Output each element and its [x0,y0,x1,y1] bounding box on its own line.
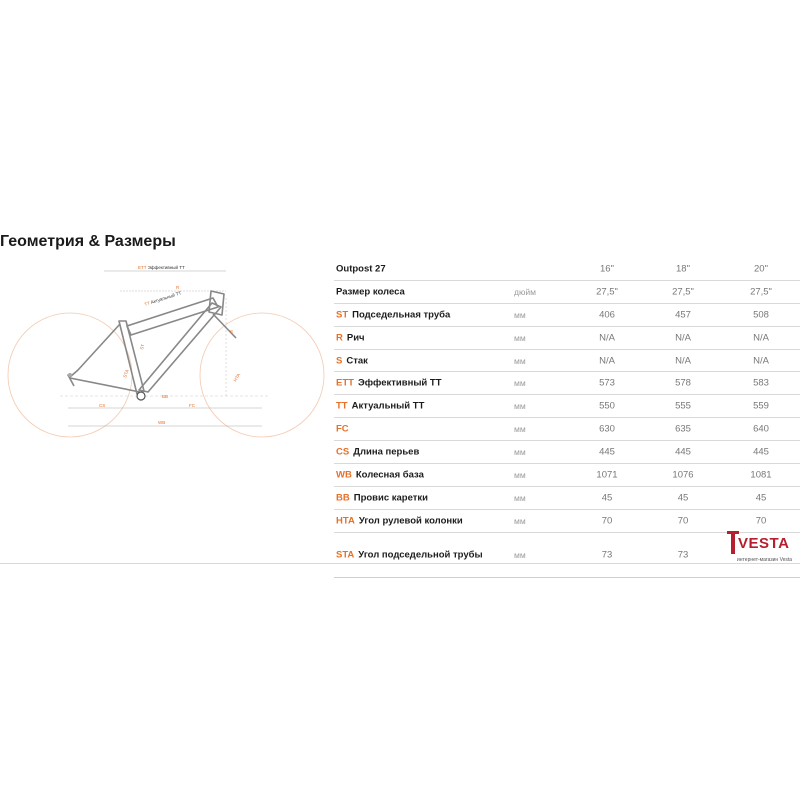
row-label [336,286,405,297]
row-value: 445 [599,446,615,458]
row-value: 406 [599,309,615,321]
cs-label: CS [99,403,106,408]
row-label [336,401,424,412]
size-header: 16" [600,263,614,275]
row-unit: мм [514,424,526,435]
row-unit: мм [514,378,526,389]
row-unit: мм [514,492,526,503]
tt-label: TT Актуальный ТТ [143,290,182,307]
row-value: 555 [675,400,691,412]
row-label [336,378,442,389]
row-value: 73 [601,549,613,561]
row-value: N/A [675,332,691,344]
r-label: R [176,285,180,290]
row-label [336,332,365,343]
row-value: 578 [675,377,691,389]
row-value: 550 [599,400,615,412]
row-unit: дюйм [514,286,536,297]
row-value: 27,5" [672,286,694,298]
row-value: 635 [675,423,691,435]
row-value: 630 [599,423,615,435]
size-header: 20" [754,263,768,275]
row-value: N/A [753,355,769,366]
row-value: 27,5" [750,286,772,298]
bottom-bracket [137,392,145,400]
table-row [334,281,800,304]
row-value: 27,5" [596,286,618,298]
row-value: 583 [753,377,769,389]
table-row [334,304,800,327]
row-label-text: Размер колеса [336,286,405,298]
row-unit: мм [514,309,526,320]
row-unit: мм [514,447,526,458]
logo-subtitle: интернет-магазин Vesta [737,557,793,563]
row-value: 1081 [750,469,772,481]
row-value: 70 [755,515,767,527]
row-value: 508 [753,309,769,321]
table-row [334,418,800,441]
row-value: N/A [675,355,691,366]
table-row [334,487,800,510]
row-value: 45 [601,492,613,504]
row-value: 73 [677,549,689,561]
row-code: TT [336,400,348,412]
row-code: STA [336,549,355,561]
row-code: R [336,332,343,344]
model-name: Outpost 27 [336,263,386,275]
row-unit: мм [514,469,526,480]
row-code: ST [336,309,349,321]
row-value: 445 [675,446,691,458]
row-unit: мм [514,332,526,343]
row-label-text: Эффективный ТТ [357,377,442,389]
row-code: ETT [336,377,354,389]
table-header-row [334,258,800,281]
table-row [334,327,800,350]
table-row [334,372,800,395]
ett-label: ETT Эффективный ТТ [138,265,185,270]
hta-label: HTA [232,372,242,383]
wb-label: WB [158,420,166,425]
row-label [336,447,419,458]
row-label-text: Провис каретки [353,492,429,504]
row-value: N/A [599,355,615,366]
row-value: 640 [753,423,769,435]
row-value: 45 [677,492,689,504]
row-label-text: Стак [346,355,368,366]
row-label [336,469,424,480]
row-label-text: Колесная база [355,469,424,481]
row-label [336,424,353,435]
logo-text: VESTA [738,535,790,552]
row-code: FC [336,423,349,435]
s-label: S [230,329,234,334]
row-value: 70 [601,515,613,527]
row-label-text: Рич [346,332,365,344]
row-unit: мм [514,355,526,366]
row-value: N/A [599,332,615,344]
rear-hub [68,373,72,377]
row-label-text: Актуальный ТТ [351,400,425,412]
row-label [336,515,463,526]
row-label-text: Подседельная труба [352,309,451,321]
row-value: 559 [753,400,769,412]
size-header: 18" [676,263,690,275]
table-row [334,395,800,418]
front-wheel [200,313,324,437]
table-row [334,464,800,487]
table-bottom-divider [0,563,800,564]
row-value: 573 [599,377,615,389]
row-value: 457 [675,309,691,321]
st-label: ST [139,343,146,351]
row-label-text: Угол подседельной трубы [358,549,483,561]
row-code: S [336,355,343,366]
vesta-logo [727,527,799,569]
row-value: 1071 [596,469,618,481]
row-value: 445 [753,446,769,458]
row-code: HTA [336,515,355,527]
bb-label: BB [162,394,169,399]
row-value: 45 [755,492,767,504]
row-code: WB [336,469,352,481]
fc-label: FC [189,403,195,408]
row-unit: мм [514,401,526,412]
page-title: Геометрия & Размеры [0,233,176,250]
table-row [334,441,800,464]
row-value: 70 [677,515,689,527]
row-unit: мм [514,549,526,560]
row-unit: мм [514,515,526,526]
row-code: BB [336,492,350,504]
row-label [336,492,428,503]
table-row [334,350,800,373]
row-label-text: Угол рулевой колонки [358,515,463,527]
row-value: N/A [753,332,769,344]
bike-frame [68,291,236,394]
row-value: 1076 [672,469,694,481]
row-label [336,355,368,366]
row-label [336,309,450,320]
sta-label: STA [122,368,130,379]
bike-geometry-diagram [0,258,330,438]
row-label-text: Длина перьев [353,446,420,458]
row-code: CS [336,446,350,458]
